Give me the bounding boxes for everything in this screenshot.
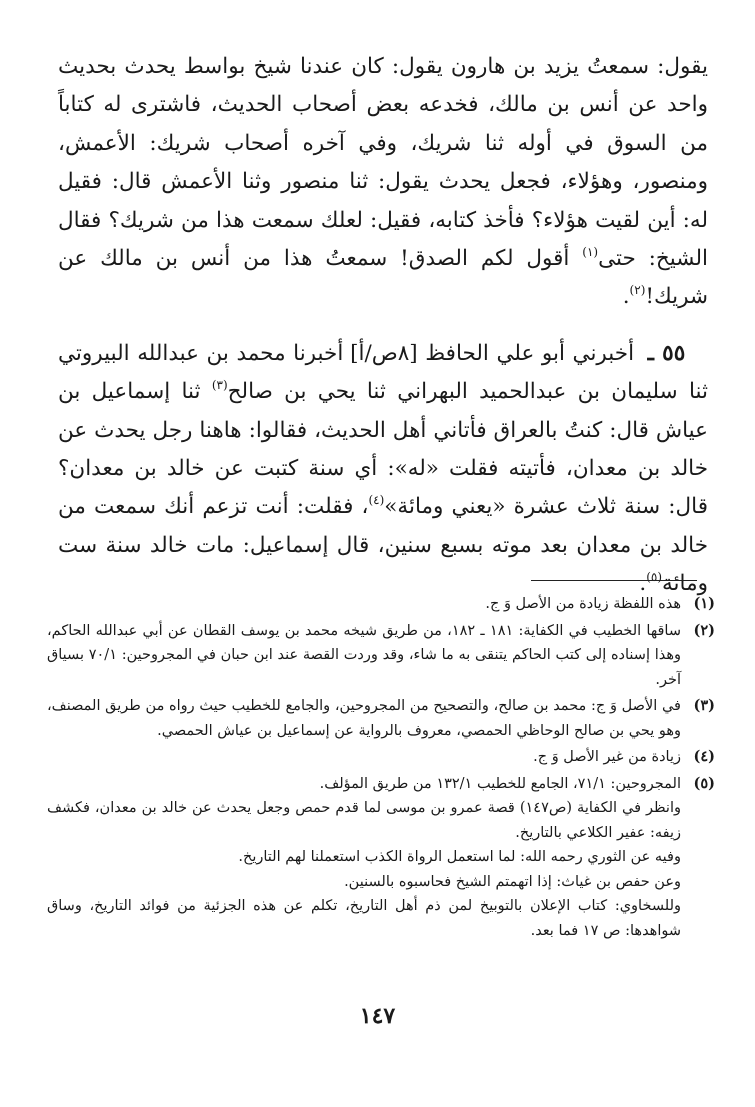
footnote-5 <box>47 772 715 944</box>
footnote-1 <box>47 592 715 617</box>
page-number: ١٤٧ <box>359 1003 396 1029</box>
footnote-ref-2[interactable]: (٢) <box>629 283 646 298</box>
para2-text3: ، فقلت: أنت تزعم أنك سمعت من خالد بن معدان بعد موته بسبع سنين، قال إسماعيل: مات خالد سنة ست ومائة <box>58 494 708 597</box>
footnote-line: في الأصل وَ ج: محمد بن صالح، والتصحيح من المجروحين، والجامع للخطيب حيث رواه من طريق المصنف، وهو يحي بن صالح الوحاظي الحمصي، معروف بالرواية عن إسماعيل بن عياش الحمصي. <box>47 698 681 739</box>
footnote-line: هذه اللفظة زيادة من الأصل وَ ج. <box>485 596 681 612</box>
para1-text2: أقول لكم الصدق! سمعتُ هذا من أنس بن مالك عن شريك! <box>58 246 708 310</box>
para2-text2: ثنا إسماعيل بن عياش قال: كنتُ بالعراق فأتاني أهل الحديث، فقالوا: هاهنا رجل يحدث عن خالد بن معدان، فأتيته فقلت «له»: أي سنة كتبت عن خالد بن معدان؟ قال: سنة ثلاث عشرة «يعني ومائة» <box>58 379 709 520</box>
footnote-2 <box>47 619 715 693</box>
para2-text4: . <box>639 571 647 597</box>
footnote-line: وانظر في الكفاية (ص١٤٧) قصة عمرو بن موسى لما قدم حمص وجعل يحدث عن خالد بن معدان، فكشف زيفه: عفير الكلاعي بالتاريخ. <box>47 800 681 841</box>
paragraph-1 <box>58 48 708 317</box>
hadith-number: ٥٥ ـ <box>647 340 686 366</box>
footnote-line: المجروحين: ٧١/١، الجامع للخطيب ١٣٢/١ من طريق المؤلف. <box>319 775 681 792</box>
paragraph-2 <box>58 335 708 604</box>
para1-text3: . <box>622 284 630 310</box>
footnote-body <box>47 592 681 617</box>
footnote-ref-3[interactable]: (٣) <box>211 378 228 393</box>
para2-text1: أخبرني أبو علي الحافظ [٨ص/أ] أخبرنا محمد بن عبدالله البيروتي ثنا سليمان بن عبدالحميد البهراني ثنا يحي بن صالح <box>58 340 708 405</box>
footnote-line: ساقها الخطيب في الكفاية: ١٨١ ـ ١٨٢، من طريق شيخه محمد بن يوسف القطان عن أبي عبدالله الحاكم، وهذا إسناده إلى كتب الحاكم يتنقى به ما شاء، وقد وردت القصة عند ابن حبان في المجروحين: ٧٠/١ بسياق آخر. <box>47 622 681 688</box>
footnote-line: زيادة من غير الأصل وَ ج. <box>533 749 681 765</box>
footnote-body <box>47 694 681 743</box>
footnote-divider <box>531 580 697 581</box>
footnote-line: وعن حفص بن غياث: إذا اتهمتم الشيخ فحاسبوه بالسنين. <box>344 873 681 890</box>
footnote-4 <box>47 745 715 770</box>
footnote-number: (٤) <box>693 748 715 765</box>
footnotes <box>47 592 715 945</box>
footnote-body <box>47 619 681 693</box>
footnote-3 <box>47 694 715 743</box>
footnote-ref-5[interactable]: (٥) <box>646 570 663 585</box>
footnote-ref-1[interactable]: (١) <box>582 245 599 260</box>
footnote-body <box>47 745 681 770</box>
footnote-body <box>47 772 681 944</box>
footnote-number: (١) <box>693 595 715 612</box>
footnote-number: (٣) <box>693 697 715 714</box>
footnote-ref-4[interactable]: (٤) <box>368 493 385 508</box>
para1-text1: يقول: سمعتُ يزيد بن هارون يقول: كان عندنا شيخ بواسط يحدث بحديث واحد عن أنس بن مالك، فخدعه بعض أصحاب الحديث، فاشترى له كتاباً من السوق في أوله ثنا شريك، وفي آخره أصحاب شريك: الأعمش، ومنصور، وهؤلاء، فجعل يحدث يقول: ثنا منصور وثنا الأعمش قال: فقيل له: أين لقيت هؤلاء؟ فأخذ كتابه، فقيل: لعلك سمعت هذا من شريك؟ فقال الشيخ: حتى <box>58 54 708 272</box>
footnote-line: وفيه عن الثوري رحمه الله: لما استعمل الرواة الكذب استعملنا لهم التاريخ. <box>238 849 681 865</box>
footnote-number: (٢) <box>693 621 715 639</box>
footnote-line: وللسخاوي: كتاب الإعلان بالتوبيخ لمن ذم أهل التاريخ، تكلم عن هذه الجزئية من فوائد التاريخ، وساق شواهدها: ص ١٧ فما بعد. <box>47 898 681 939</box>
main-text <box>58 48 708 604</box>
footnote-number: (٥) <box>693 774 715 792</box>
